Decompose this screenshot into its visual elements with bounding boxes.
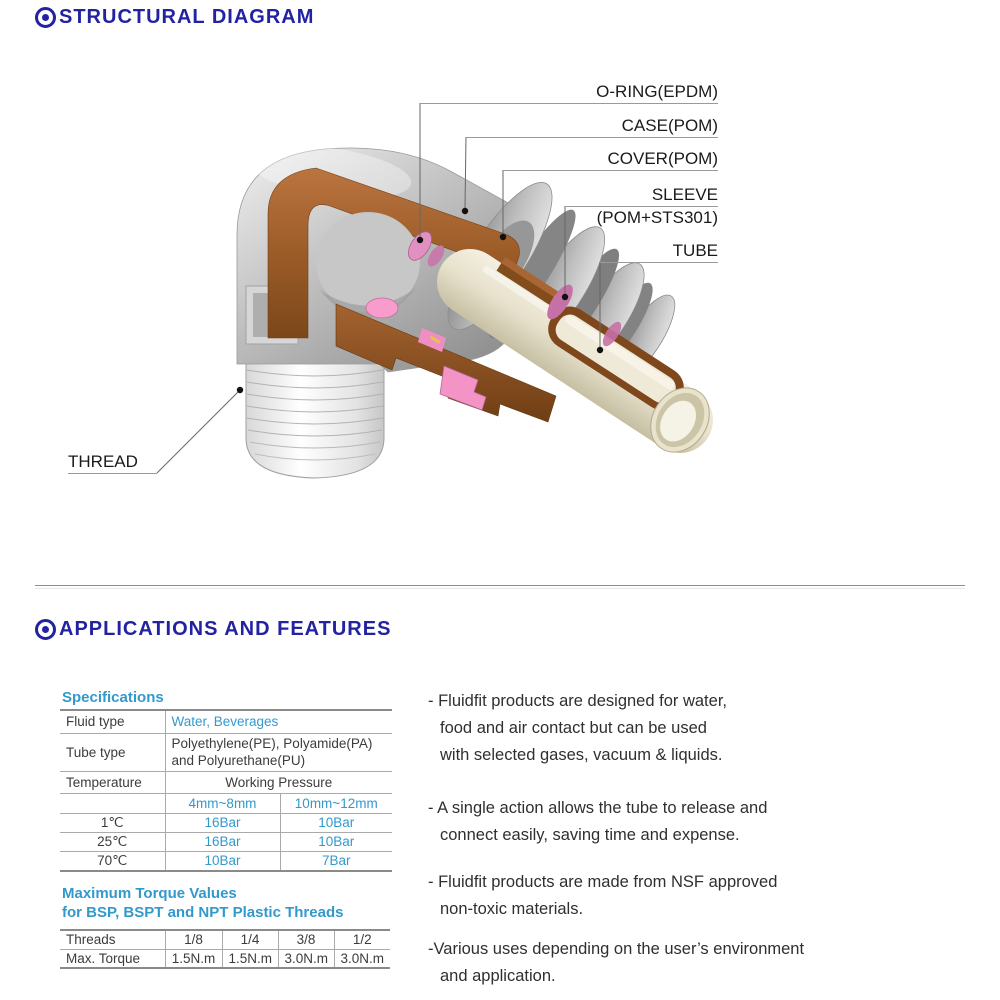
section2-title (35, 618, 391, 641)
torque-value: 3.0N.m (278, 949, 334, 968)
table-row (60, 793, 392, 813)
thread-size: 3/8 (278, 930, 334, 949)
temp-value: 1℃ (60, 813, 165, 832)
torque-heading-line1: Maximum Torque Values (62, 885, 237, 902)
empty-cell (60, 793, 165, 813)
specifications-table (60, 709, 392, 872)
pressure-value: 16Bar (165, 813, 280, 832)
label-tube: TUBE (600, 240, 718, 263)
label-case: CASE(POM) (466, 115, 718, 138)
table-row (60, 813, 392, 832)
section-bullet-icon (35, 619, 56, 640)
tube-type-value (165, 733, 392, 771)
label-oring: O-RING(EPDM) (420, 81, 718, 104)
label-sleeve-line2: (POM+STS301) (596, 208, 718, 227)
pressure-value: 10Bar (280, 832, 392, 851)
feature-item (428, 936, 988, 990)
feature-line: - A single action allows the tube to release and (428, 799, 768, 817)
feature-line: food and air contact but can be used (440, 719, 707, 737)
working-pressure-label: Working Pressure (165, 771, 392, 793)
torque-value: 3.0N.m (334, 949, 390, 968)
torque-value: 1.5N.m (165, 949, 222, 968)
pressure-value: 7Bar (280, 851, 392, 871)
torque-table (60, 929, 390, 969)
specifications-heading: Specifications (62, 689, 164, 706)
feature-line: non-toxic materials. (440, 900, 584, 918)
threads-label: Threads (60, 930, 165, 949)
label-thread: THREAD (68, 451, 157, 474)
table-row (60, 733, 392, 771)
pressure-value: 16Bar (165, 832, 280, 851)
section-divider (35, 585, 965, 589)
tube-type-value-line2: and Polyurethane(PU) (171, 753, 306, 768)
size-col1-header: 4mm~8mm (165, 793, 280, 813)
fluid-type-label: Fluid type (60, 710, 165, 733)
table-row (60, 949, 390, 968)
torque-value: 1.5N.m (222, 949, 278, 968)
table-row (60, 832, 392, 851)
feature-line: - Fluidfit products are designed for water, (428, 692, 727, 710)
table-row (60, 930, 390, 949)
tube-type-label: Tube type (60, 733, 165, 771)
thread-stud (246, 346, 384, 478)
feature-line: with selected gases, vacuum & liquids. (440, 746, 723, 764)
size-col2-header: 10mm~12mm (280, 793, 392, 813)
fluid-type-value: Water, Beverages (165, 710, 392, 733)
section2-title-text: APPLICATIONS AND FEATURES (59, 618, 392, 640)
temp-value: 25℃ (60, 832, 165, 851)
temp-value: 70℃ (60, 851, 165, 871)
tube-type-value-line1: Polyethylene(PE), Polyamide(PA) (171, 736, 373, 751)
label-sleeve-line1: SLEEVE (565, 184, 718, 207)
label-cover: COVER(POM) (503, 148, 718, 171)
torque-heading-line2: for BSP, BSPT and NPT Plastic Threads (62, 904, 344, 921)
section1-title-text: STRUCTURAL DIAGRAM (59, 6, 315, 28)
feature-item (428, 869, 988, 923)
feature-line: and application. (440, 967, 556, 985)
table-row (60, 710, 392, 733)
thread-size: 1/2 (334, 930, 390, 949)
table-row (60, 771, 392, 793)
feature-line: -Various uses depending on the user’s environment (428, 940, 805, 958)
thread-size: 1/8 (165, 930, 222, 949)
pressure-value: 10Bar (280, 813, 392, 832)
temperature-label: Temperature (60, 771, 165, 793)
pressure-value: 10Bar (165, 851, 280, 871)
thread-size: 1/4 (222, 930, 278, 949)
max-torque-label: Max. Torque (60, 949, 165, 968)
table-row (60, 851, 392, 871)
feature-item (428, 688, 988, 769)
feature-line: connect easily, saving time and expense. (440, 826, 740, 844)
torque-heading (62, 884, 343, 922)
feature-line: - Fluidfit products are made from NSF approved (428, 873, 778, 891)
feature-item (428, 795, 988, 849)
